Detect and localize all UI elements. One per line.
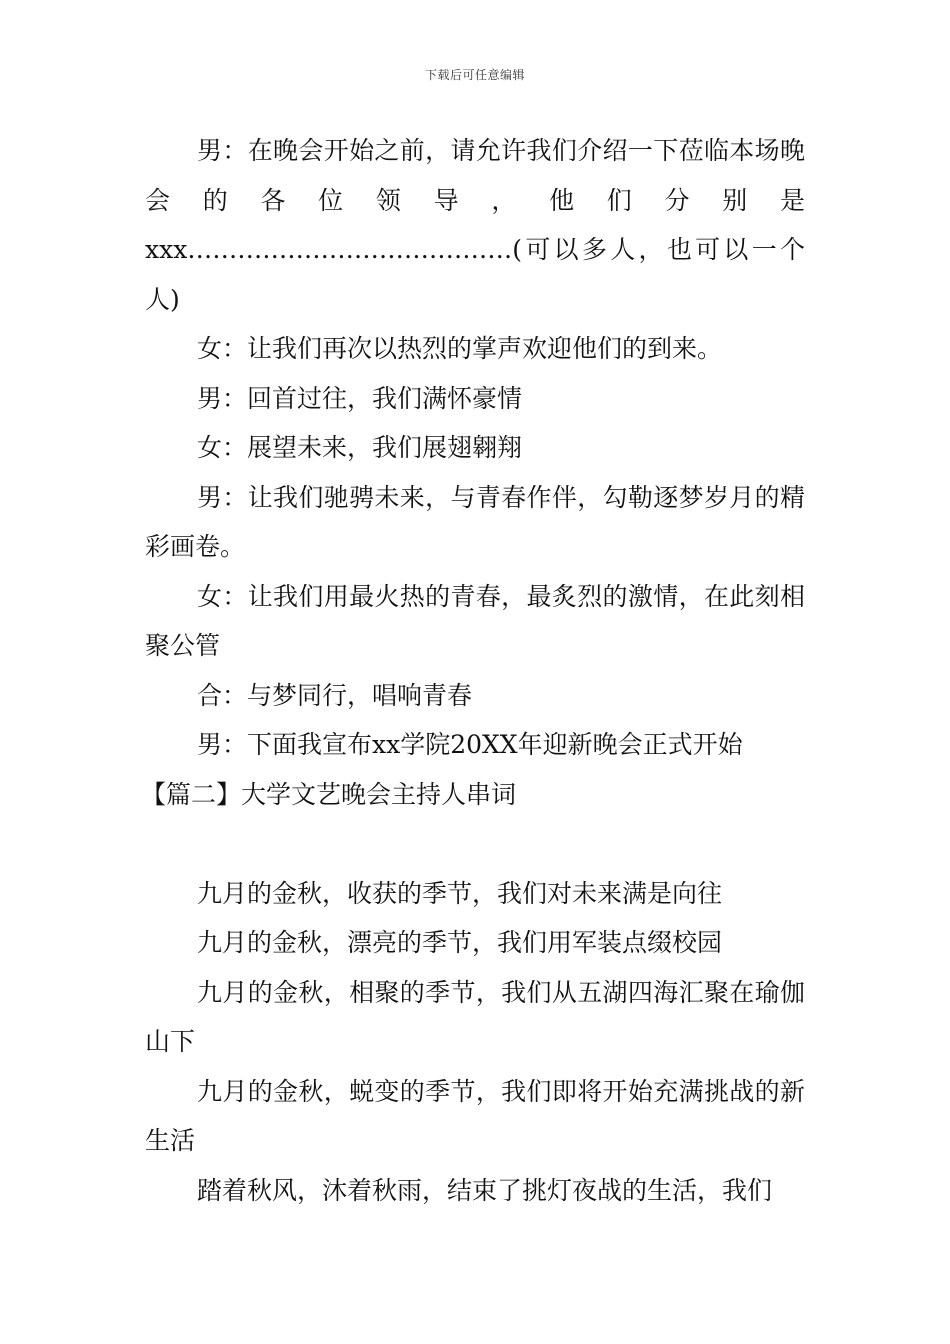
document-body — [141, 126, 805, 1215]
paragraph: 踏着秋风，沐着秋雨，结束了挑灯夜战的生活，我们 — [197, 1175, 773, 1205]
paragraph: 女：让我们用最火热的青春，最炙烈的激情，在此刻相聚公管 — [145, 581, 805, 660]
paragraph: 九月的金秋，漂亮的季节，我们用军装点缀校园 — [197, 928, 723, 957]
paragraph: 九月的金秋，蜕变的季节，我们即将开始充满挑战的新生活 — [145, 1076, 805, 1155]
paragraph: 九月的金秋，收获的季节，我们对未来满是向往 — [197, 878, 723, 908]
section-heading: 【篇二】大学文艺晚会主持人串词 — [141, 779, 517, 809]
paragraph: 女：展望未来，我们展翅翱翔 — [197, 433, 523, 462]
paragraph: 男：让我们驰骋未来，与青春作伴，勾勒逐梦岁月的精彩画卷。 — [145, 482, 805, 561]
paragraph: 女：让我们再次以热烈的掌声欢迎他们的到来。 — [197, 334, 723, 363]
paragraph: 男：回首过往，我们满怀豪情 — [197, 383, 523, 413]
page-header: 下载后可任意编辑 — [424, 68, 525, 82]
paragraph: 九月的金秋，相聚的季节，我们从五湖四海汇聚在瑜伽山下 — [145, 977, 805, 1056]
paragraph: 男：在晚会开始之前，请允许我们介绍一下莅临本场晚会的各位领导，他们分别是 — [145, 136, 805, 215]
blank-line — [145, 819, 805, 869]
paragraph: 男：下面我宣布xx学院20XX年迎新晚会正式开始 — [197, 730, 743, 759]
paragraph: xxx…………………………………(可以多人，也可以一个人) — [145, 235, 805, 314]
paragraph: 合：与梦同行，唱响青春 — [197, 680, 473, 710]
